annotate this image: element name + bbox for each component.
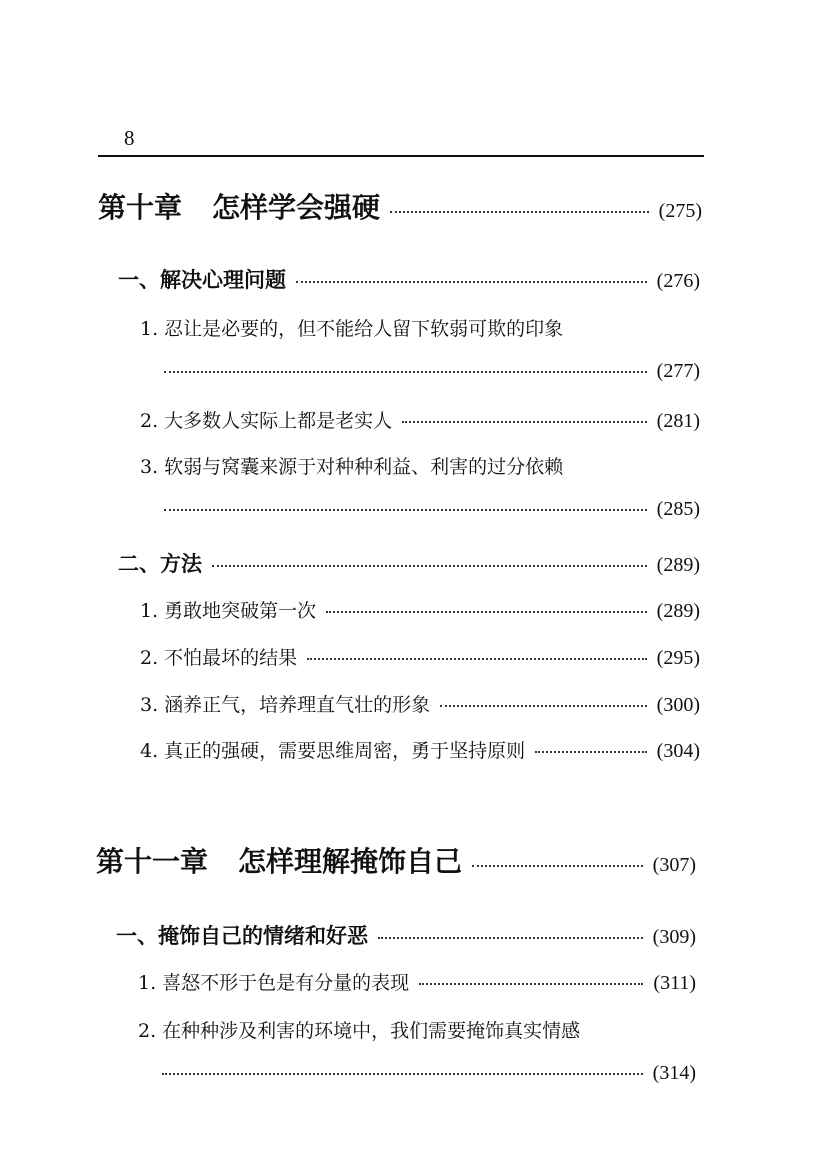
dot-leader (326, 611, 647, 613)
dot-leader (419, 983, 643, 985)
dot-leader (296, 281, 647, 283)
page-ref: (275) (658, 200, 702, 222)
page-ref: (295) (656, 647, 700, 669)
toc-item-title[interactable]: 1. 忍让是必要的，但不能给人留下软弱可欺的印象 (140, 318, 564, 340)
dot-leader (440, 705, 647, 707)
dot-leader (472, 865, 643, 867)
dot-leader (390, 211, 649, 213)
item-title: 1. 喜怒不形于色是有分量的表现 (138, 972, 410, 994)
item-title: 1. 勇敢地突破第一次 (140, 600, 317, 622)
page-ref: (309) (652, 926, 696, 948)
toc-section[interactable] (118, 548, 700, 578)
chapter-number: 第十章 (98, 191, 183, 224)
page-ref: (285) (656, 498, 700, 520)
chapter-title: 怎样学会强硬 (212, 191, 381, 224)
dot-leader (535, 751, 647, 753)
page-ref: (314) (652, 1062, 696, 1084)
page-ref: (311) (653, 972, 696, 994)
section-title: 一、解决心理问题 (118, 268, 286, 292)
page-ref: (300) (656, 694, 700, 716)
page-ref: (289) (656, 600, 700, 622)
chapter-title: 怎样理解掩饰自己 (238, 845, 463, 878)
toc-section[interactable] (118, 264, 700, 294)
toc-item-continuation[interactable] (162, 1062, 696, 1085)
chapter-heading (98, 186, 380, 226)
toc-item-continuation[interactable] (164, 498, 700, 521)
chapter-heading (96, 840, 462, 880)
dot-leader (212, 565, 647, 567)
section-title: 一、掩饰自己的情绪和好恶 (116, 924, 368, 948)
header-rule (98, 155, 704, 157)
page-ref: (307) (652, 854, 696, 876)
page-ref: (277) (656, 360, 700, 382)
dot-leader (164, 509, 647, 511)
page-ref: (289) (656, 554, 700, 576)
toc-item[interactable] (140, 736, 700, 763)
toc-item[interactable] (138, 968, 696, 995)
toc-item[interactable] (140, 596, 700, 623)
page-ref: (276) (656, 270, 700, 292)
toc-chapter-11[interactable] (96, 840, 696, 880)
dot-leader (164, 371, 647, 373)
dot-leader (162, 1073, 643, 1075)
item-title: 3. 涵养正气，培养理直气壮的形象 (140, 694, 431, 716)
toc-item-title[interactable]: 2. 在种种涉及利害的环境中，我们需要掩饰真实情感 (138, 1020, 581, 1042)
toc-item-title[interactable]: 3. 软弱与窝囊来源于对种种利益、利害的过分依赖 (140, 456, 564, 478)
dot-leader (307, 658, 647, 660)
section-title: 二、方法 (118, 552, 202, 576)
chapter-number: 第十一章 (96, 845, 209, 878)
page-number: 8 (124, 126, 135, 150)
page-ref: (304) (656, 740, 700, 762)
toc-item[interactable] (140, 643, 700, 670)
dot-leader (402, 421, 647, 423)
item-title: 2. 不怕最坏的结果 (140, 647, 298, 669)
toc-item-continuation[interactable] (164, 360, 700, 383)
item-title: 4. 真正的强硬，需要思维周密，勇于坚持原则 (140, 740, 526, 762)
toc-section[interactable] (116, 920, 696, 950)
toc-item[interactable] (140, 406, 700, 433)
item-title: 2. 大多数人实际上都是老实人 (140, 410, 393, 432)
toc-chapter-10[interactable] (98, 186, 702, 226)
toc-item[interactable] (140, 690, 700, 717)
page-ref: (281) (656, 410, 700, 432)
dot-leader (378, 937, 643, 939)
